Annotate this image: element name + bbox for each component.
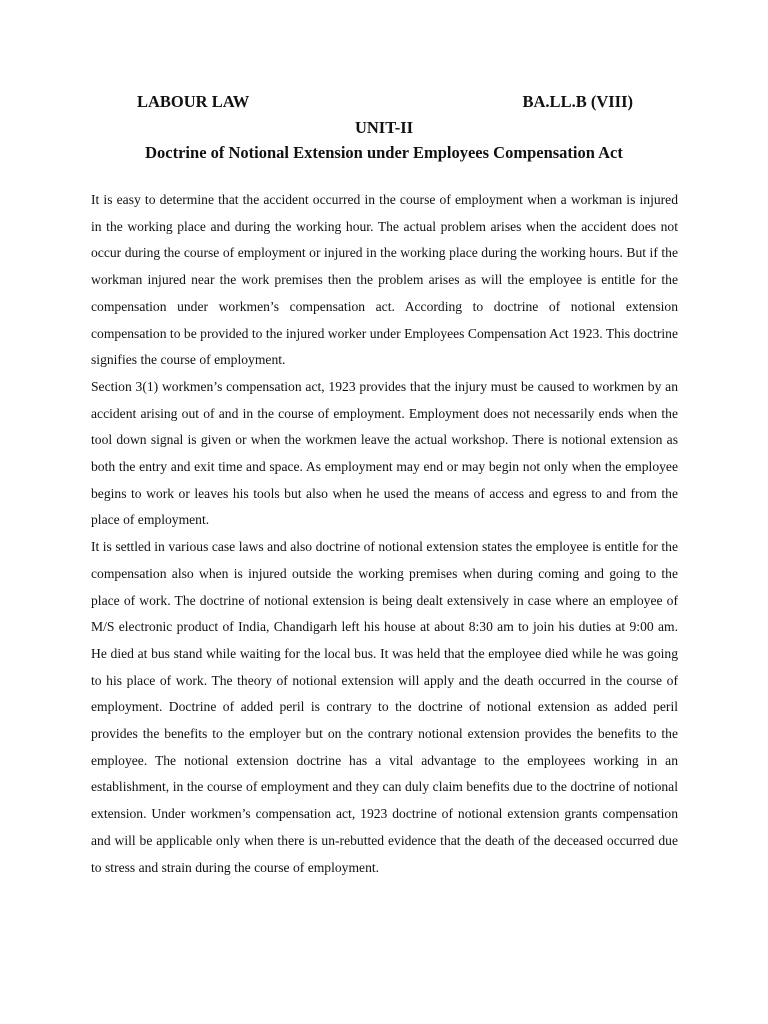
course-heading: BA.LL.B (VIII) (522, 92, 633, 111)
document-body (91, 187, 678, 881)
paragraph-2: Section 3(1) workmen’s compensation act, 1923 provides that the injury must be caused to workmen by an accident arising out of and in the course of employment. Employment does not necessarily ends when the tool down signal is given or when the workmen leave the actual workshop. There is notional extension as both the entry and exit time and space. As employment may end or may begin not only when the employee begins to work or leaves his tools but also when he used the means of access and egress to and from the place of employment. (91, 378, 678, 528)
subject-heading: LABOUR LAW (137, 92, 250, 111)
unit-heading: UNIT-II (354, 118, 414, 137)
header-row (137, 92, 633, 116)
paragraph-1: It is easy to determine that the accident occurred in the course of employment when a workman is injured in the working place and during the working hour. The actual problem arises when the accident does not occur during the course of employment or injured in the working place during the working hours. But if the workman injured near the work premises then the problem arises as will the employee is entitle for the compensation under workmen’s compensation act. According to doctrine of notional extension compensation to be provided to the injured worker under Employees Compensation Act 1923. This doctrine signifies the course of employment. (91, 192, 678, 368)
paragraph-3: It is settled in various case laws and also doctrine of notional extension states the employee is entitle for the compensation also when is injured outside the working premises when during coming and going to the place of work. The doctrine of notional extension is being dealt extensively in case where an employee of M/S electronic product of India, Chandigarh left his house at about 8:30 am to join his duties at 9:00 am. He died at bus stand while waiting for the local bus. It was held that the employee died while he was going to his place of work. The theory of notional extension will apply and the death occurred in the course of employment. Doctrine of added peril is contrary to the doctrine of notional extension as added peril provides the benefits to the employer but on the contrary notional extension provides the benefits to the employee. The notional extension doctrine has a vital advantage to the employees working in an establishment, in the course of employment and they can duly claim benefits due to the doctrine of notional extension. Under workmen’s compensation act, 1923 doctrine of notional extension grants compensation and will be applicable only when there is un-rebutted evidence that the death of the deceased occurred due to stress and strain during the course of employment. (91, 539, 678, 875)
document-title: Doctrine of Notional Extension under Employees Compensation Act (145, 143, 623, 162)
